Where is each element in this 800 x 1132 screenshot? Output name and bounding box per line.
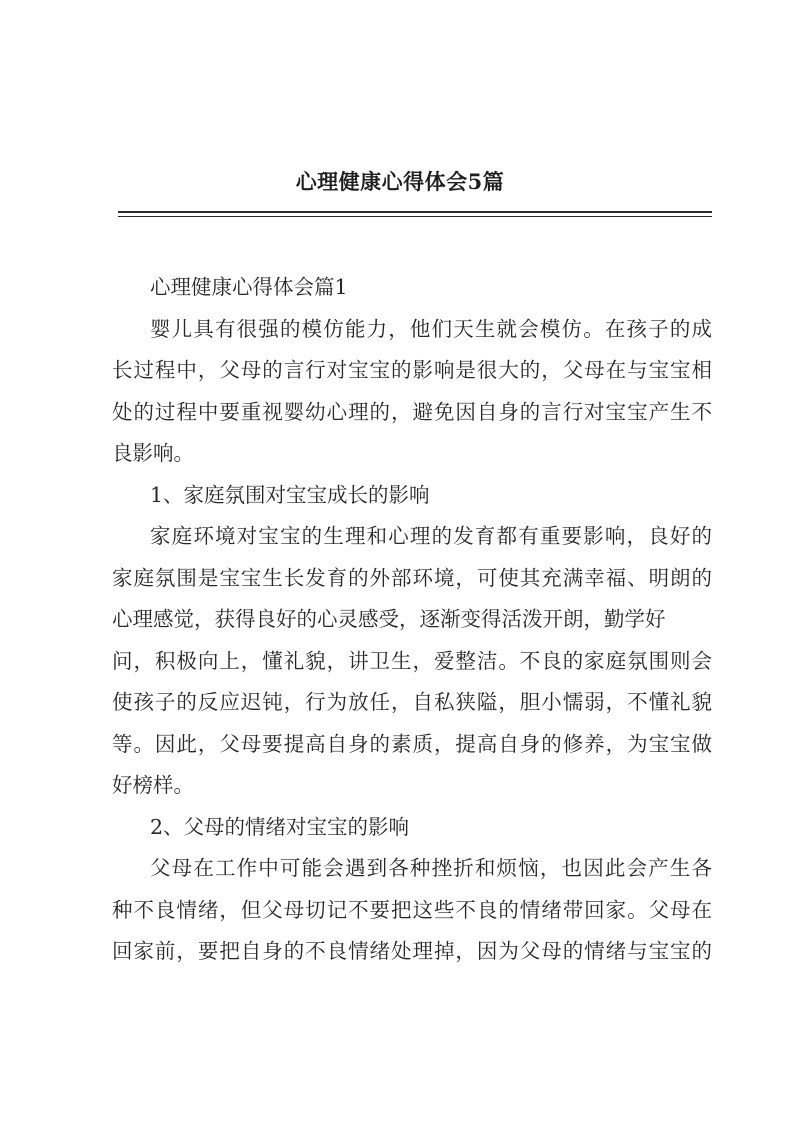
paragraph-line: 家庭环境对宝宝的生理和心理的发育都有重要影响，良好的 bbox=[150, 524, 712, 548]
paragraph-line: 良影响。 bbox=[112, 441, 194, 465]
paragraph-line: 心理感觉，获得良好的心灵感受，逐渐变得活泼开朗，勤学好 bbox=[112, 607, 666, 631]
paragraph-line: 家庭氛围是宝宝生长发育的外部环境，可使其充满幸福、明朗的 bbox=[112, 565, 712, 590]
subsection-heading: 1、家庭氛围对宝宝成长的影响 bbox=[150, 482, 430, 507]
subsection-heading: 2、父母的情绪对宝宝的影响 bbox=[150, 814, 410, 839]
paragraph-line: 处的过程中要重视婴幼心理的，避免因自身的言行对宝宝产生不 bbox=[112, 399, 712, 424]
document-body bbox=[112, 267, 712, 973]
paragraph-line: 长过程中，父母的言行对宝宝的影响是很大的，父母在与宝宝相 bbox=[112, 358, 712, 382]
section-heading: 心理健康心得体会篇1 bbox=[150, 275, 348, 299]
paragraph-line: 问，积极向上，懂礼貌，讲卫生，爱整洁。不良的家庭氛围则会 bbox=[112, 648, 712, 673]
document-title: 心理健康心得体会5篇 bbox=[295, 169, 505, 194]
paragraph-line: 使孩子的反应迟钝，行为放任，自私狭隘，胆小懦弱，不懂礼貌 bbox=[112, 690, 712, 714]
title-divider-thick bbox=[118, 211, 712, 213]
paragraph-line: 种不良情绪，但父母切记不要把这些不良的情绪带回家。父母在 bbox=[112, 897, 712, 922]
paragraph-line: 父母在工作中可能会遇到各种挫折和烦恼，也因此会产生各 bbox=[150, 856, 712, 880]
paragraph-line: 婴儿具有很强的模仿能力，他们天生就会模仿。在孩子的成 bbox=[150, 316, 712, 341]
paragraph-line: 回家前，要把自身的不良情绪处理掉，因为父母的情绪与宝宝的 bbox=[112, 939, 712, 963]
paragraph-line: 好榜样。 bbox=[112, 773, 194, 797]
title-divider-thin bbox=[118, 216, 712, 217]
paragraph-line: 等。因此，父母要提高自身的素质，提高自身的修养，为宝宝做 bbox=[112, 731, 712, 756]
